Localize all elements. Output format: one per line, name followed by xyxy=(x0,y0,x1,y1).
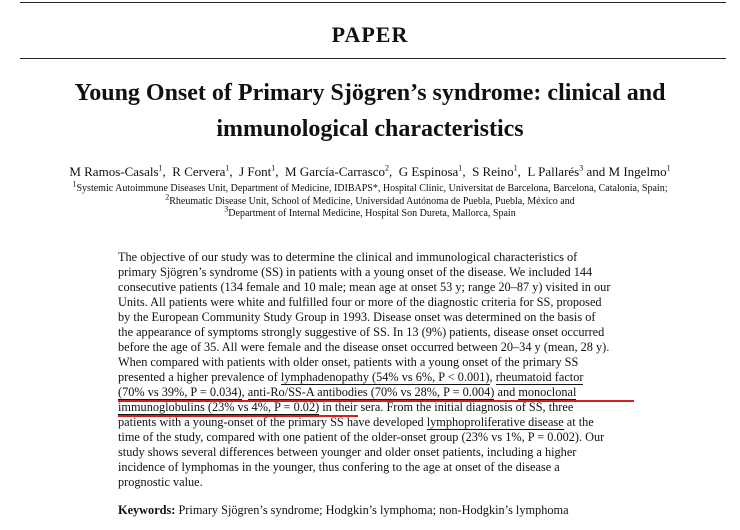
underlined-finding: monoclonal xyxy=(518,385,577,399)
abstract-line: immunoglobulins (23% vs 4%, P = 0.02) in their sera. From the initial diagnosis of SS, three xyxy=(118,400,634,415)
affiliation-1: $^1$Systemic Autoimmune Diseases Unit, Department of Medicine, IDIBAPS*, Hospital Clinic, Universitat de Barcelona, Barcelona, Catalonia, Spain; xyxy=(72,179,668,194)
abstract-line: primary Sjögren’s syndrome (SS) in patients with a young onset of the disease. We included 144 xyxy=(118,265,593,279)
underlined-finding: lymphadenopathy (54% vs 6%, P < 0.001) xyxy=(280,370,490,384)
section-label: PAPER xyxy=(331,22,409,47)
affiliation-2: $^2$Rheumatic Disease Unit, School of Medicine, Universidad Autónoma de Puebla, Puebla, México and xyxy=(165,192,575,207)
underlined-finding: anti-Ro/SS-A antibodies (70% vs 28%, P = 0.004) xyxy=(247,385,495,399)
abstract xyxy=(118,250,634,490)
affiliation-3: $^3$Department of Internal Medicine, Hospital Son Dureta, Mallorca, Spain xyxy=(224,204,516,219)
author: R Cervera$^1$ xyxy=(172,163,230,179)
underlined-finding: rheumatoid factor xyxy=(495,370,584,384)
abstract-line: the appearance of symptoms strongly suggestive of SS. In 13 (9%) patients, disease onset occurred xyxy=(118,325,605,339)
author: J Font$^1$ xyxy=(239,163,276,179)
abstract-line: patients with a young-onset of the primary SS have developed lymphoproliferative disease at the xyxy=(118,415,594,429)
abstract-line: (70% vs 39%, P = 0.034), anti-Ro/SS-A antibodies (70% vs 28%, P = 0.004) and monoclonal xyxy=(118,385,634,400)
keywords-text: Primary Sjögren’s syndrome; Hodgkin’s lymphoma; non-Hodgkin’s lymphoma xyxy=(175,503,569,517)
author: M Ramos-Casals$^1$ xyxy=(69,163,163,179)
top-rule xyxy=(20,2,726,3)
abstract-line: presented a higher prevalence of lymphadenopathy (54% vs 6%, P < 0.001), rheumatoid factor xyxy=(118,370,584,384)
abstract-line: time of the study, compared with one patient of the older-onset group (23% vs 1%, P = 0.002). Our xyxy=(118,430,605,444)
abstract-line: incidence of lymphomas in the younger, thus confering to the age at onset of the disease a xyxy=(118,460,560,474)
underlined-finding: (70% vs 39%, P = 0.034) xyxy=(118,385,242,399)
header-rule xyxy=(20,58,726,59)
keywords xyxy=(118,503,569,518)
abstract-line: Units. All patients were white and fulfilled four or more of the diagnostic criteria for SS, proposed xyxy=(118,295,602,309)
author: L Pallarés$^3$ xyxy=(527,163,584,179)
abstract-line: consecutive patients (134 female and 10 male; mean age at onset 53 y; range 20–87 y) visited in our xyxy=(118,280,611,294)
article-title-line-1: Young Onset of Primary Sjögren’s syndrome: clinical and xyxy=(74,80,666,106)
author-list: M Ramos-Casals$^1$, R Cervera$^1$, J Font$^1$, M García-Carrasco$^2$, G Espinosa$^1$, S Reino$^1$, L Pallarés$^3$ and M Ingelmo$^1$ xyxy=(69,163,671,179)
author: S Reino$^1$ xyxy=(472,163,518,179)
underlined-finding: lymphoproliferative disease xyxy=(426,415,564,429)
underlined-finding: immunoglobulins (23% vs 4%, P = 0.02) xyxy=(118,400,320,414)
article-title-line-2: immunological characteristics xyxy=(216,116,524,142)
author: G Espinosa$^1$ xyxy=(398,163,463,179)
abstract-line: prognostic value. xyxy=(118,475,203,489)
abstract-line: by the European Community Study Group in 1993. Disease onset was determined on the basis of xyxy=(118,310,596,324)
author: M Ingelmo$^1$ xyxy=(608,163,671,179)
author: M García-Carrasco$^2$ xyxy=(285,163,389,179)
abstract-line: study shows several differences between younger and older onset patients, including a higher xyxy=(118,445,577,459)
keywords-label: Keywords: xyxy=(118,503,176,517)
abstract-line: The objective of our study was to determine the clinical and immunological characteristics of xyxy=(118,250,578,264)
abstract-line: before the age of 35. All were female and the disease onset occurred between 20–34 y (mean, 28 y). xyxy=(118,340,610,354)
abstract-line: When compared with patients with older onset, patients with a young onset of the primary SS xyxy=(118,355,579,369)
